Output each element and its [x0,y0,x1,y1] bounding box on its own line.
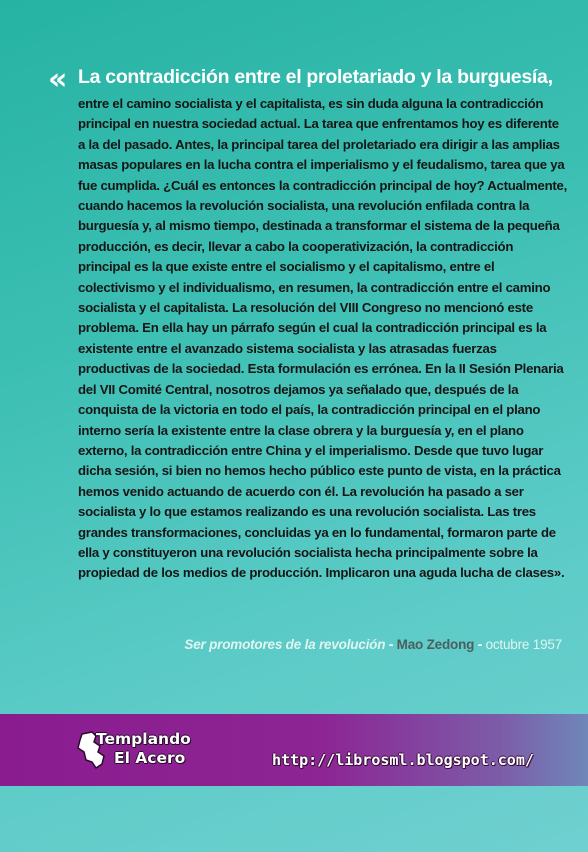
quote-headline: La contradicción entre el proletariado y la burguesía, [78,66,553,88]
logo-text [96,730,191,768]
footer-banner [0,714,588,786]
logo-line-2: El Acero [114,749,186,767]
citation-author: Mao Zedong [396,637,475,652]
citation-work: Ser promotores de la revolución [184,637,386,652]
citation-separator: - [385,637,397,652]
open-quote-icon: « [48,62,68,97]
citation-separator: - [474,637,486,652]
quote-body: entre el camino socialista y el capitalista, es sin duda alguna la contradicción principal en nuestra sociedad actual. La tarea que enfrentamos hoy es diferente a la del pasado. Antes, la principal tarea del proletariado era dirigir a las amplias masas populares en la lucha contra el imperialismo y el feudalismo, tarea que ya fue cumplida. ¿Cuál es entonces la contradicción principal de hoy? Actualmente, cuando hacemos la revolución socialista, una revolución enfilada contra la burguesía y, al mismo tiempo, destinada a transformar el sistema de la pequeña producción, es decir, llevar a cabo la cooperativización, la contradicción principal es la que existe entre el socialismo y el capitalismo, entre el colectivismo y el individualismo, en resumen, la contradicción entre el camino socialista y el capitalista. La resolución del VIII Congreso no mencionó este problema. En ella hay un párrafo según el cual la contradicción principal es la existente entre el avanzado sistema socialista y las atrasadas fuerzas productivas de la sociedad. Esta formulación es errónea. En la II Sesión Plenaria del VII Comité Central, nosotros dejamos ya señalado que, después de la conquista de la victoria en todo el país, la contradicción principal en el plano interno sería la existente entre la clase obrera y la burguesía y, en el plano externo, la contradicción entre China y el imperialismo. Desde que tuvo lugar dicha sesión, si bien no hemos hecho público este punto de vista, en la práctica hemos venido actuando de acuerdo con él. La revolución ha pasado a ser socialista y lo que estamos realizando es una revolución socialista. Las tres grandes transformaciones, concluidas ya en lo fundamental, formaron parte de ella y constituyeron una revolución socialista hecha principalmente sobre la propiedad de los medios de producción. Implicaron una aguda lucha de clases». [78,96,568,581]
quote-block [48,64,568,584]
citation-date: octubre 1957 [485,637,562,652]
blog-url-link[interactable]: http://librosml.blogspot.com/ [272,751,534,769]
logo-line-1: Templando [96,730,191,748]
citation [184,637,562,652]
publisher-logo [74,728,214,774]
